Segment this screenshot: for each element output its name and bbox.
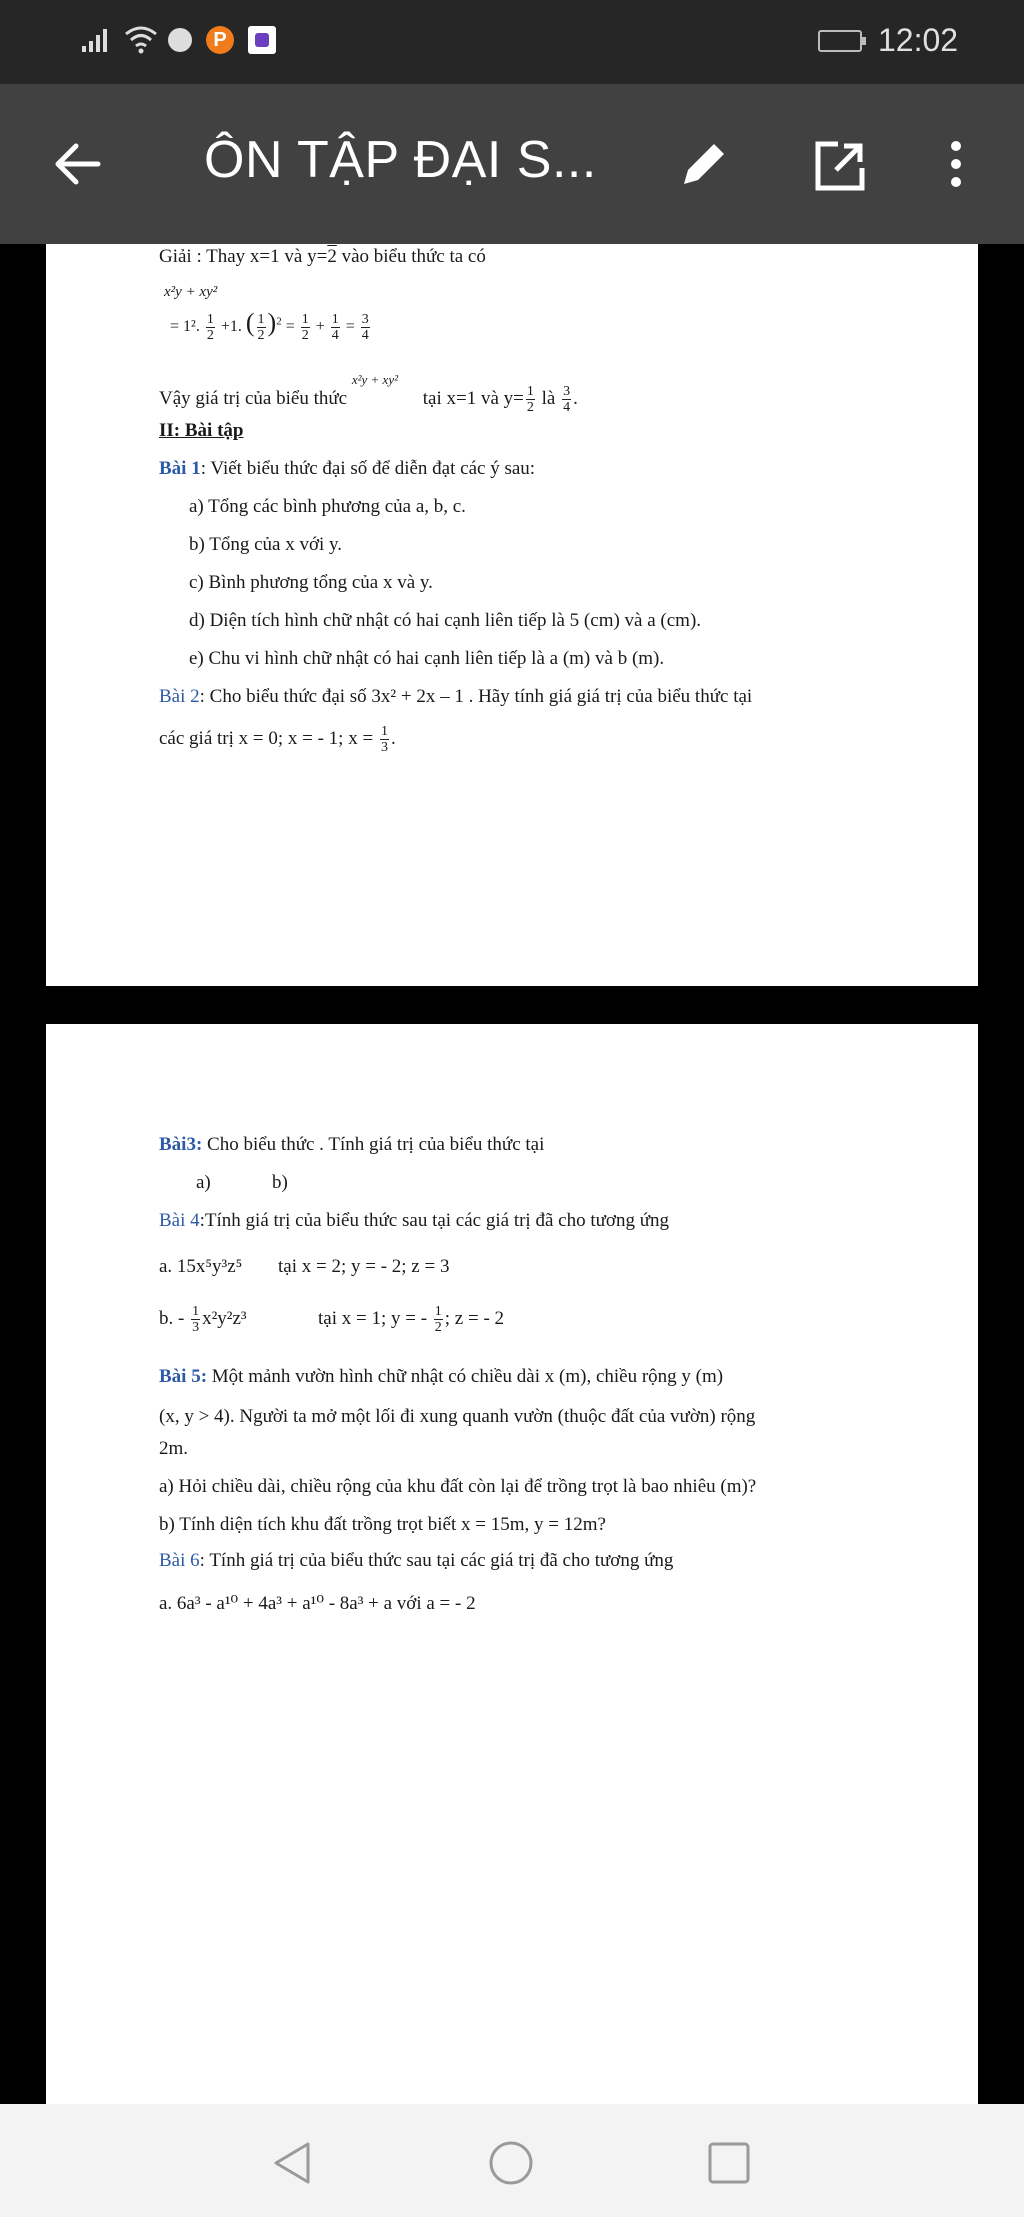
bai4-b-at: tại x = 1; y = - $\frac{1}{2}$ ; z = - 2 xyxy=(318,1304,505,1335)
recents-square-icon[interactable] xyxy=(706,2140,752,2186)
edit-pencil-icon[interactable] xyxy=(676,136,732,192)
bai2-heading: Bài 2: Cho biểu thức đại số 3x² + 2x – 1 . Hãy tính giá giá trị của biểu thức tại xyxy=(159,686,753,707)
bai6-expr: a. 6a³ - a¹⁰ + 4a³ + a¹⁰ - 8a³ + a với a = - 2 xyxy=(159,1593,476,1614)
bai3-a: a) xyxy=(196,1172,211,1193)
bai4-b-expr: b. - $\frac{1}{3}$ x²y²z³ xyxy=(159,1304,247,1335)
bai2-values: các giá trị x = 0; x = - 1; x = $\frac{1}{3}$ . xyxy=(159,724,396,755)
signal-icon xyxy=(82,26,116,52)
wifi-icon xyxy=(124,24,158,54)
bai1-item-a: a) Tổng các bình phương của a, b, c. xyxy=(189,496,466,517)
bai5-line3: 2m. xyxy=(159,1438,189,1459)
app-icon xyxy=(248,26,276,54)
equation-line: = 1². $\frac{1}{2}$ +1. ( $\frac{1}{2}$ )$^2$ = $\frac{1}{2}$ + $\frac{1}{4}$ = $\frac{3}{4}$ xyxy=(170,308,369,343)
bai1-item-c: c) Bình phương tổng của x và y. xyxy=(189,572,433,593)
bai4-a-expr: a. 15x⁵y³z⁵ xyxy=(159,1256,243,1277)
battery-icon xyxy=(818,30,862,52)
bai3-heading: Bài3: Cho biểu thức . Tính giá trị của biểu thức tại xyxy=(159,1134,545,1155)
bai1-heading: Bài 1: Viết biểu thức đại số để diễn đạt các ý sau: xyxy=(159,458,536,479)
bai5-a: a) Hỏi chiều dài, chiều rộng của khu đất còn lại để trồng trọt là bao nhiêu (m)? xyxy=(159,1476,757,1497)
bai1-item-e: e) Chu vi hình chữ nhật có hai cạnh liên tiếp là a (m) và b (m). xyxy=(189,648,665,669)
document-title: ÔN TẬP ĐẠI S... xyxy=(204,131,597,189)
messenger-icon xyxy=(168,28,192,52)
open-external-icon[interactable] xyxy=(812,138,868,194)
bai4-a-at: tại x = 2; y = - 2; z = 3 xyxy=(278,1256,450,1277)
conclusion-line: Vậy giá trị của biểu thức $^{x^2y + xy^2}$ tại x=1 và y= $\frac{1}{2}$ là $\frac{3}{4}$ . xyxy=(159,371,578,415)
home-circle-icon[interactable] xyxy=(488,2140,534,2186)
bai3-b: b) xyxy=(272,1172,288,1193)
status-time: 12:02 xyxy=(878,22,959,58)
bai6-heading: Bài 6: Tính giá trị của biểu thức sau tại các giá trị đã cho tương ứng xyxy=(159,1550,674,1571)
section-heading: II: Bài tập xyxy=(159,420,244,441)
more-vert-icon[interactable] xyxy=(944,136,968,192)
bai5-b: b) Tính diện tích khu đất trồng trọt biết x = 15m, y = 12m? xyxy=(159,1514,606,1535)
document-page-2[interactable] xyxy=(46,1024,978,2104)
bai5-line2: (x, y > 4). Người ta mở một lối đi xung quanh vườn (thuộc đất của vườn) rộng xyxy=(159,1406,756,1427)
p-app-icon: P xyxy=(206,26,234,54)
bai4-heading: Bài 4:Tính giá trị của biểu thức sau tại các giá trị đã cho tương ứng xyxy=(159,1210,669,1231)
document-page-1[interactable] xyxy=(46,244,978,986)
solution-line: Giải : Thay x=1 và y=2 vào biểu thức ta có xyxy=(159,246,486,267)
bai1-item-b: b) Tổng của x với y. xyxy=(189,534,343,555)
back-triangle-icon[interactable] xyxy=(270,2140,316,2186)
bai1-item-d: d) Diện tích hình chữ nhật có hai cạnh liên tiếp là 5 (cm) và a (cm). xyxy=(189,610,702,631)
expr-lhs: x²y + xy² xyxy=(164,284,218,300)
status-bar xyxy=(0,0,1024,84)
app-bar xyxy=(0,84,1024,244)
back-arrow-icon[interactable] xyxy=(50,136,106,192)
bai5-heading: Bài 5: Một mảnh vườn hình chữ nhật có chiều dài x (m), chiều rộng y (m) xyxy=(159,1366,724,1387)
system-nav-bar xyxy=(0,2104,1024,2217)
